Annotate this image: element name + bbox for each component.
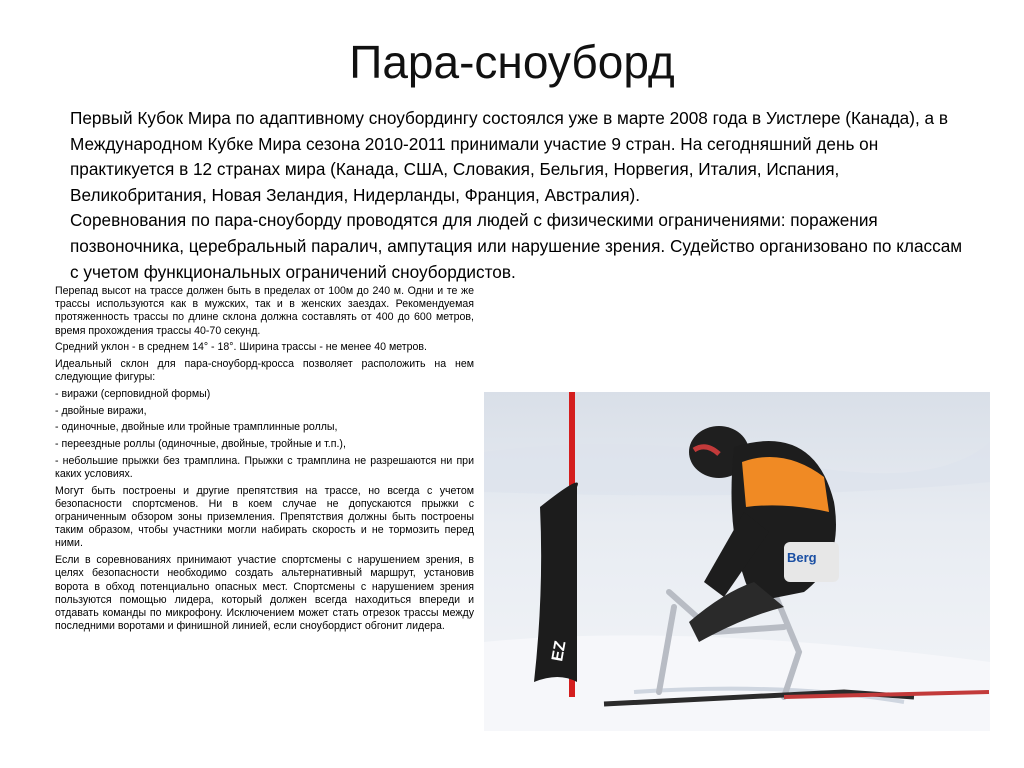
details-list-item: - небольшие прыжки без трамплина. Прыжки с трамплина не разрешаются ни при каких условиях. [55, 454, 474, 480]
details-paragraph: Перепад высот на трассе должен быть в пределах от 100м до 240 м. Одни и те же трассы используются как в мужских, так и в женских заездах. Рекомендуемая протяженность трассы по длине склона должна составлять от 400 до 600 метров, время прохождения трассы 40-70 секунд. [55, 285, 474, 337]
intro-text-block [70, 106, 975, 285]
details-list-item: - одиночные, двойные или тройные трамплинные роллы, [55, 421, 338, 434]
slide-title: Пара-сноуборд [349, 36, 675, 88]
intro-paragraph: Первый Кубок Мира по адаптивному сноубордингу состоялся уже в марте 2008 года в Уистлере (Канада), а в Международном Кубке Мира сезона 2010-2011 принимали участие 9 стран. На сегодняшний день он практикуется в 12 странах мира (Канада, США, Словакия, Бельгия, Норвегия, Италия, Испания, Великобритания, Новая Зеландия, Нидерланды, Франция, Австралия). [70, 108, 948, 205]
sponsor-logo-text: Berg [787, 550, 817, 565]
sit-ski-snowboarder-photo [484, 392, 990, 731]
intro-paragraph: Соревнования по пара-сноуборду проводятся для людей с физическими ограничениями: поражения позвоночника, церебральный паралич, ампутация или нарушение зрения. Судейство организовано по классам с учетом функциональных ограничений сноубордистов. [70, 210, 963, 282]
details-paragraph: Если в соревнованиях принимают участие спортсмены с нарушением зрения, в целях безопасности необходимо создать альтернативный маршрут, установив ворота в обход потенциально опасных мест. Спортсмены с нарушением зрения пользуются помощью лидера, который должен всегда находиться впереди и отдавать команды по микрофону. Исключением может стать отрезок трассы между последними воротами и финишной линией, если сноубордист обгонит лидера. [55, 554, 474, 633]
details-list-item: - переездные роллы (одиночные, двойные, тройные и т.п.), [55, 438, 346, 451]
details-list-item: - двойные виражи, [55, 404, 147, 417]
details-paragraph: Могут быть построены и другие препятствия на трассе, но всегда с учетом безопасности спортсменов. Ни в коем случае не допускаются прыжки с ограниченным обзором зоны приземления. Препятствия должны быть построены таким образом, чтобы участники могли набирать скорость и не тормозить перед ними. [55, 484, 474, 550]
details-list-item: - виражи (серповидной формы) [55, 387, 211, 400]
details-paragraph: Средний уклон - в среднем 14° - 18°. Ширина трассы - не менее 40 метров. [55, 341, 428, 354]
details-text-column [55, 285, 474, 637]
details-paragraph: Идеальный склон для пара-сноуборд-кросса позволяет расположить на нем следующие фигуры: [55, 358, 474, 384]
photo-illustration [484, 392, 990, 731]
gate-flag-label: EZ [549, 639, 570, 663]
